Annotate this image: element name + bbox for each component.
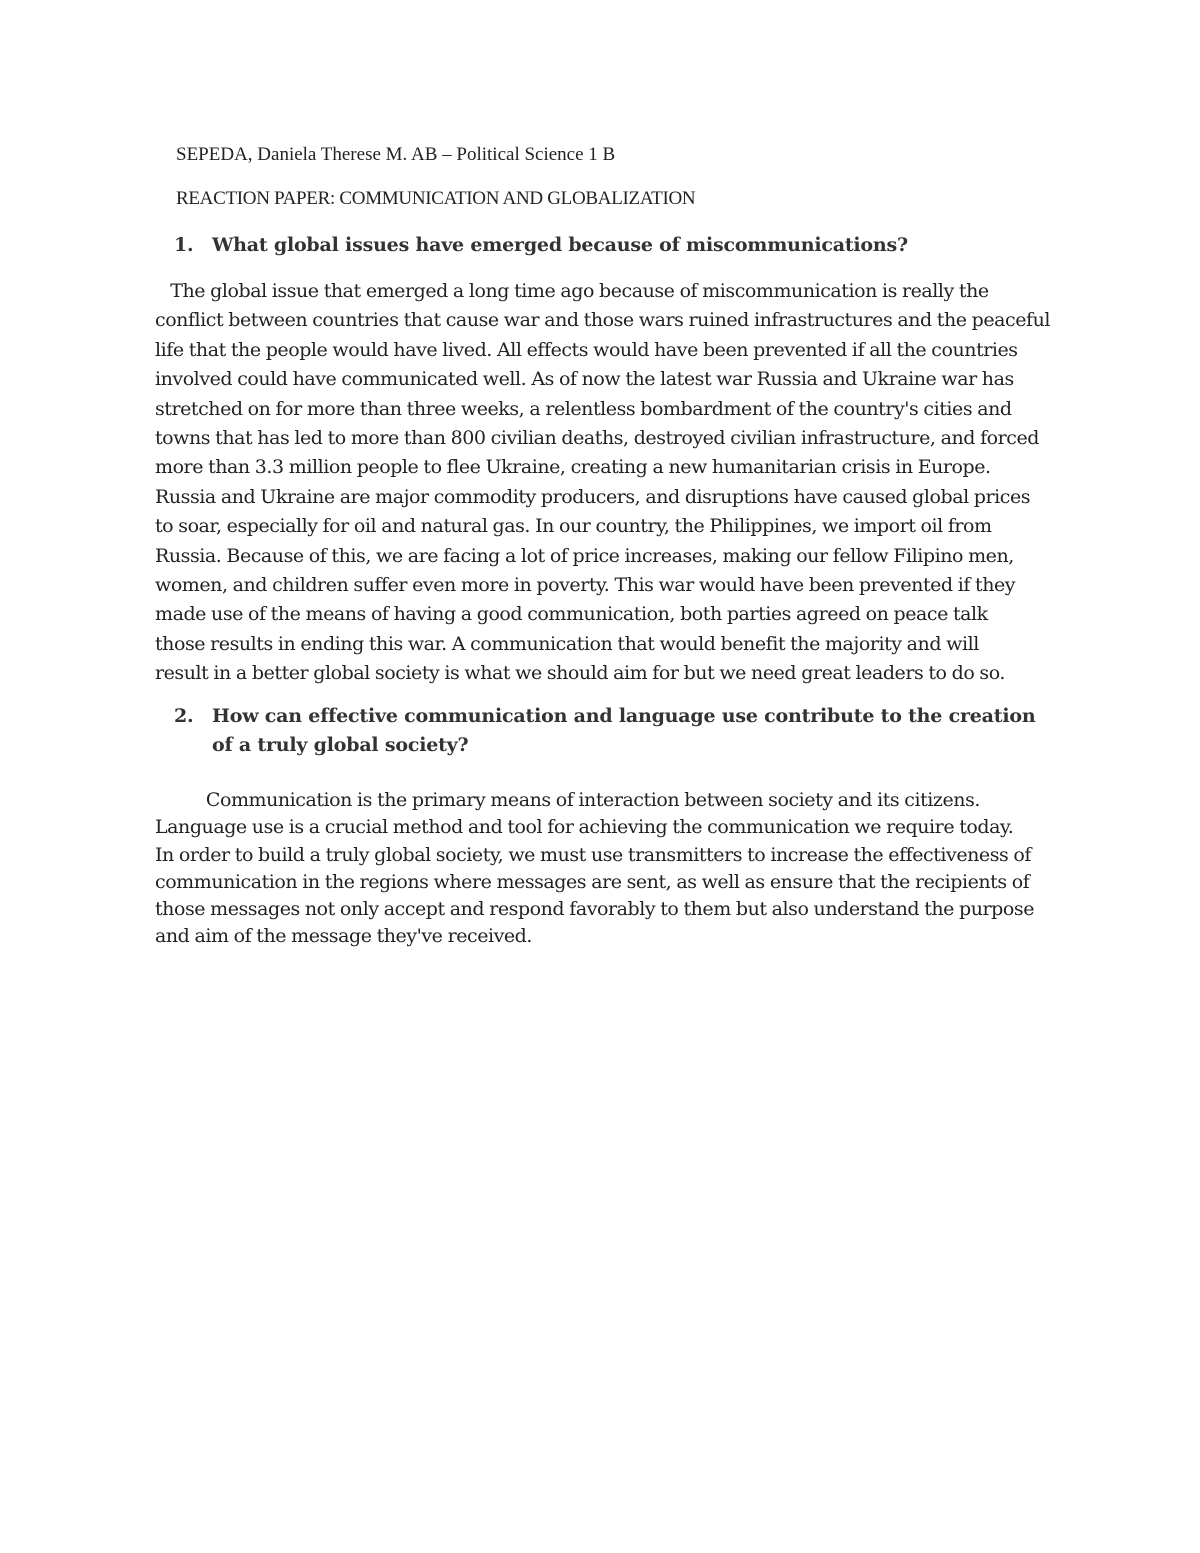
answer-line: women, and children suffer even more in poverty. This war would have been prevented if they [155,574,1016,597]
question-2 [174,702,1054,760]
answer-line: those messages not only accept and respond favorably to them but also understand the purpose [155,898,1034,921]
question-number: 2. [174,705,194,727]
question-text: What global issues have emerged because of miscommunications? [212,234,908,256]
answer-line: Language use is a crucial method and tool for achieving the communication we require today. [155,816,1014,839]
answer-line: The global issue that emerged a long time ago because of miscommunication is really the [155,280,989,302]
answer-line: made use of the means of having a good communication, both parties agreed on peace talk [155,603,988,626]
question-1 [174,231,1074,260]
answer-line: Communication is the primary means of interaction between society and its citizens. [155,789,980,811]
answer-line: more than 3.3 million people to flee Ukraine, creating a new humanitarian crisis in Europe. [155,456,991,479]
paper-title: REACTION PAPER: COMMUNICATION AND GLOBALIZATION [176,188,696,209]
answer-line: those results in ending this war. A communication that would benefit the majority and will [155,632,979,655]
answer-line: involved could have communicated well. As of now the latest war Russia and Ukraine war has [155,368,1014,391]
answer-line: result in a better global society is what we should aim for but we need great leaders to do so. [155,662,1005,685]
answer-line: towns that has led to more than 800 civilian deaths, destroyed civilian infrastructure, and forced [155,427,1039,450]
answer-1 [155,277,1065,689]
answer-line: Russia and Ukraine are major commodity producers, and disruptions have caused global prices [155,485,1031,508]
answer-line: to soar, especially for oil and natural gas. In our country, the Philippines, we import oil from [155,515,992,538]
answer-line: stretched on for more than three weeks, a relentless bombardment of the country's cities and [155,397,1012,420]
answer-line: conflict between countries that cause war and those wars ruined infrastructures and the peaceful [155,309,1051,332]
answer-line: Russia. Because of this, we are facing a lot of price increases, making our fellow Filipino men, [155,544,1014,567]
question-text: How can effective communication and language use contribute to the creation of a truly global society? [212,705,1036,756]
answer-line: life that the people would have lived. All effects would have been prevented if all the countries [155,338,1018,361]
question-number: 1. [174,234,194,256]
answer-line: and aim of the message they've received. [155,925,532,948]
answer-line: communication in the regions where messages are sent, as well as ensure that the recipients of [155,870,1030,893]
answer-2 [155,787,1065,951]
answer-line: In order to build a truly global society, we must use transmitters to increase the effectiveness of [155,843,1031,866]
author-line: SEPEDA, Daniela Therese M. AB – Political Science 1 B [176,144,616,165]
